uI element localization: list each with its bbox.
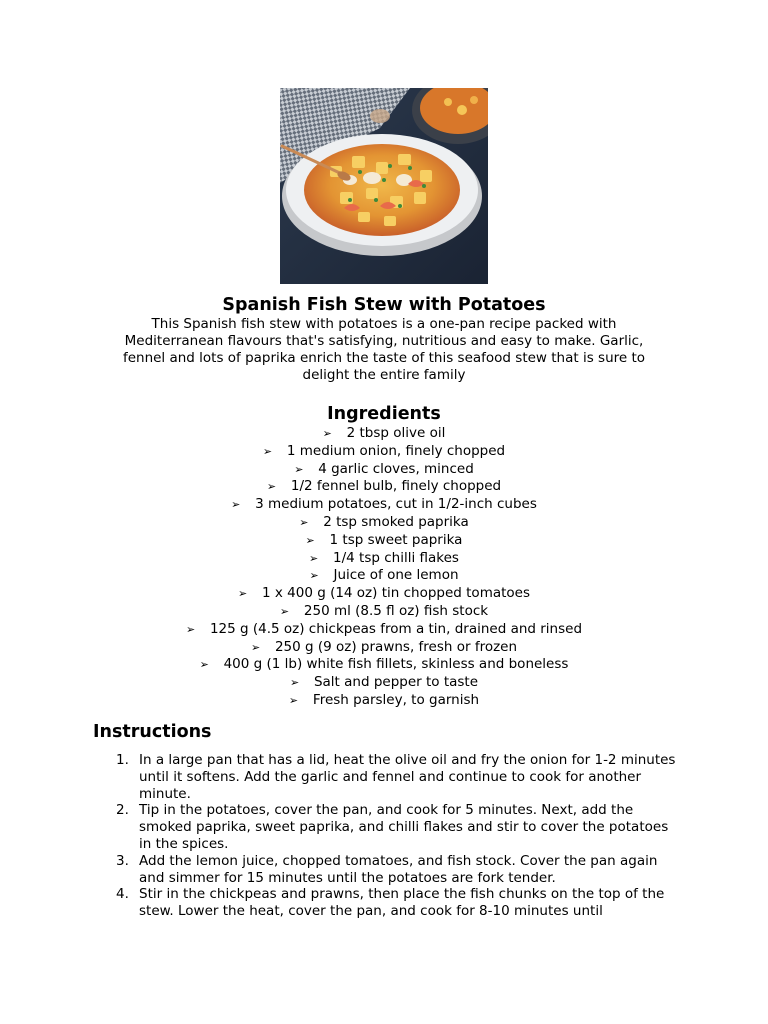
step-text: Stir in the chickpeas and prawns, then place the fish chunks on the top of the stew. Lower the heat, cover the pan, and cook for 8-10 minutes until [139, 886, 665, 920]
ingredient-item: ➢ 2 tbsp olive oil [322, 425, 446, 441]
ingredients-list [0, 425, 768, 710]
arrow-bullet-icon: ➢ [299, 515, 309, 529]
step-number: 1. [116, 752, 129, 768]
arrow-bullet-icon: ➢ [322, 427, 332, 440]
step-number: 2. [116, 802, 129, 819]
arrow-bullet-icon: ➢ [250, 640, 261, 654]
arrow-bullet-icon: ➢ [309, 569, 319, 583]
arrow-bullet-icon: ➢ [305, 533, 315, 547]
step-number: 3. [116, 852, 129, 869]
instruction-step [116, 886, 676, 920]
ingredient-item: ➢ Salt and pepper to taste [289, 674, 479, 691]
arrow-bullet-icon: ➢ [289, 676, 300, 690]
ingredient-item: ➢ 1 x 400 g (14 oz) tin chopped tomatoes [237, 585, 531, 602]
ingredient-item: ➢ 125 g (4.5 oz) chickpeas from a tin, drained and rinsed [185, 620, 583, 637]
arrow-bullet-icon: ➢ [279, 604, 290, 618]
step-text: Add the lemon juice, chopped tomatoes, and fish stock. Cover the pan again and simmer for 15 minutes until the potatoes are fork tender. [139, 852, 658, 886]
ingredient-item: ➢ 1/2 fennel bulb, finely chopped [266, 478, 502, 495]
arrow-bullet-icon: ➢ [185, 622, 196, 636]
arrow-bullet-icon: ➢ [309, 551, 319, 565]
ingredient-item: ➢ 400 g (1 lb) white fish fillets, skinless and boneless [199, 656, 569, 673]
step-text: Tip in the potatoes, cover the pan, and cook for 5 minutes. Next, add the smoked paprika, sweet paprika, and chilli flakes and stir to cover the potatoes in the spices. [139, 802, 669, 852]
arrow-bullet-icon: ➢ [231, 498, 241, 512]
instruction-step [116, 752, 676, 802]
ingredient-item: ➢ 4 garlic cloves, minced [294, 460, 474, 477]
arrow-bullet-icon: ➢ [288, 693, 299, 707]
instructions-list [116, 752, 676, 920]
instructions-heading: Instructions [93, 722, 212, 742]
step-number: 4. [116, 886, 129, 903]
ingredient-item: ➢ Fresh parsley, to garnish [288, 691, 480, 708]
step-text: In a large pan that has a lid, heat the olive oil and fry the onion for 1-2 minutes until it softens. Add the garlic and fennel and continue to cook for another minute. [139, 752, 676, 802]
instruction-step [116, 853, 676, 887]
arrow-bullet-icon: ➢ [266, 480, 277, 494]
ingredient-item: ➢ 1/4 tsp chilli flakes [309, 549, 459, 566]
ingredient-item: ➢ 250 ml (8.5 fl oz) fish stock [279, 602, 489, 619]
ingredient-item: ➢ 250 g (9 oz) prawns, fresh or frozen [250, 638, 518, 655]
ingredients-heading: Ingredients [327, 404, 441, 424]
recipe-intro: This Spanish fish stew with potatoes is a one-pan recipe packed with Mediterranean flavours that's satisfying, nutritious and easy to make. Garlic, fennel and lots of paprika enrich the taste of this seafood stew that is sure to delight the entire family [122, 316, 646, 383]
arrow-bullet-icon: ➢ [294, 462, 304, 476]
recipe-title: Spanish Fish Stew with Potatoes [222, 295, 546, 315]
arrow-bullet-icon: ➢ [199, 658, 209, 672]
arrow-bullet-icon: ➢ [237, 587, 248, 601]
stew-photo [280, 88, 488, 284]
ingredient-item: ➢ 3 medium potatoes, cut in 1/2-inch cubes [231, 496, 537, 513]
ingredient-item: ➢ 1 tsp sweet paprika [305, 531, 463, 548]
instruction-step [116, 802, 676, 852]
ingredient-item: ➢ Juice of one lemon [309, 567, 459, 584]
arrow-bullet-icon: ➢ [262, 444, 273, 458]
ingredient-item: ➢ 1 medium onion, finely chopped [262, 442, 506, 459]
ingredient-item: ➢ 2 tsp smoked paprika [299, 513, 469, 530]
